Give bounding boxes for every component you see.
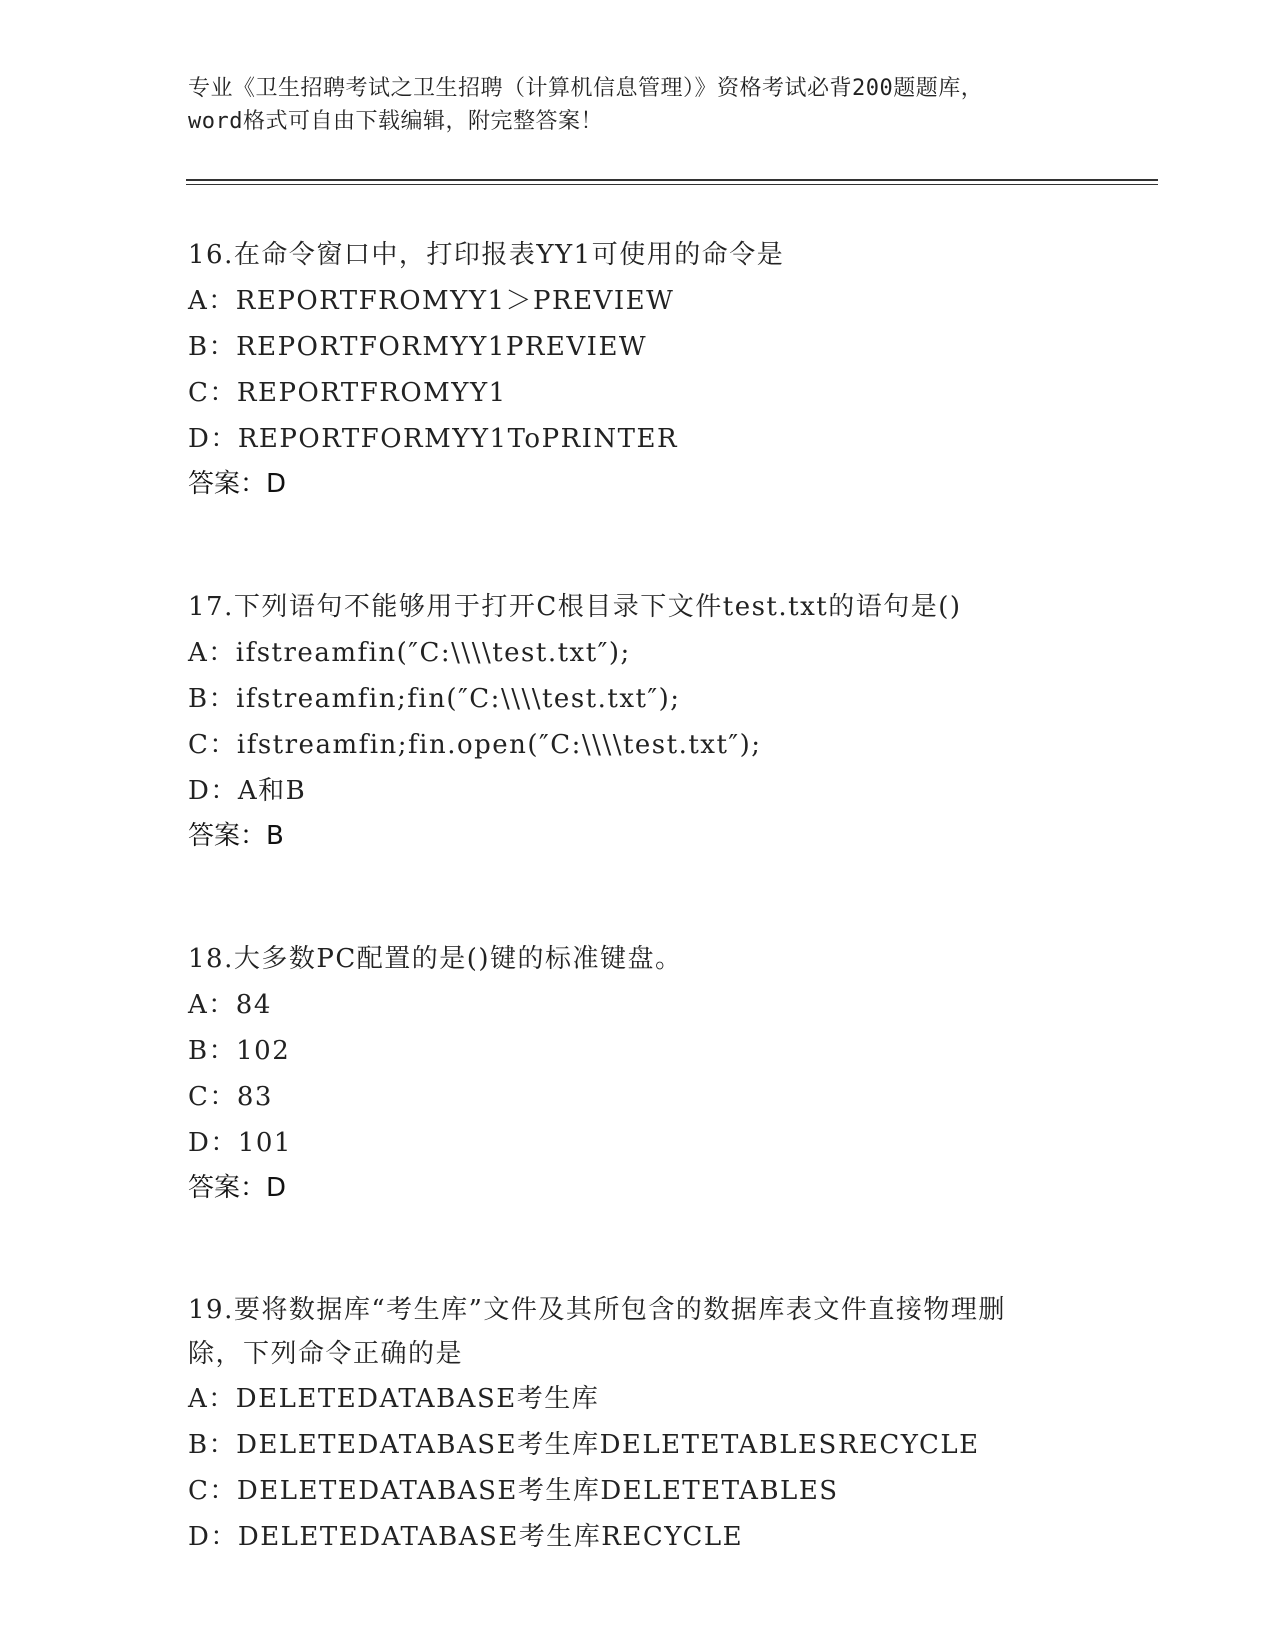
option-d: D：101 [188,1128,292,1158]
option-a: A：84 [188,990,272,1020]
question-16 [188,232,1088,506]
option-a: A：REPORTFROMYY1＞PREVIEW [188,286,675,316]
question-18 [188,936,1088,1210]
question-spacer [188,506,1088,584]
option-c: C：REPORTFROMYY1 [188,378,507,408]
question-19 [188,1288,1088,1560]
option-a: A：ifstreamfin(″C:\\\\test.txt″); [188,638,631,668]
question-stem: 16.在命令窗口中，打印报表YY1可使用的命令是 [188,240,785,270]
header-divider-thick [186,179,1158,181]
question-list [188,232,1088,1560]
question-stem: 17.下列语句不能够用于打开C根目录下文件test.txt的语句是() [188,592,962,622]
question-17 [188,584,1088,858]
option-b: B：102 [188,1036,291,1066]
option-b: B：REPORTFORMYY1PREVIEW [188,332,648,362]
question-stem: 18.大多数PC配置的是()键的标准键盘。 [188,944,683,974]
option-b: B：DELETEDATABASE考生库DELETETABLESRECYCLE [188,1430,980,1460]
option-a: A：DELETEDATABASE考生库 [188,1384,600,1414]
option-b: B：ifstreamfin;fin(″C:\\\\test.txt″); [188,684,681,714]
option-c: C：DELETEDATABASE考生库DELETETABLES [188,1476,839,1506]
option-c: C：ifstreamfin;fin.open(″C:\\\\test.txt″); [188,730,762,760]
question-stem: 19.要将数据库“考生库”文件及其所包含的数据库表文件直接物理删 除，下列命令正确的是 [188,1295,1006,1369]
answer-text: 答案：D [188,1173,287,1203]
question-spacer [188,858,1088,936]
option-d: D：DELETEDATABASE考生库RECYCLE [188,1522,744,1552]
answer-text: 答案：B [188,821,284,851]
option-c: C：83 [188,1082,273,1112]
header-divider-thin [186,184,1158,185]
question-spacer [188,1210,1088,1288]
answer-text: 答案：D [188,469,287,499]
document-header: 专业《卫生招聘考试之卫生招聘（计算机信息管理）》资格考试必背200题题库， word格式可自由下载编辑，附完整答案！ [188,76,984,134]
option-d: D：REPORTFORMYY1ToPRINTER [188,424,679,454]
option-d: D：A和B [188,776,307,806]
